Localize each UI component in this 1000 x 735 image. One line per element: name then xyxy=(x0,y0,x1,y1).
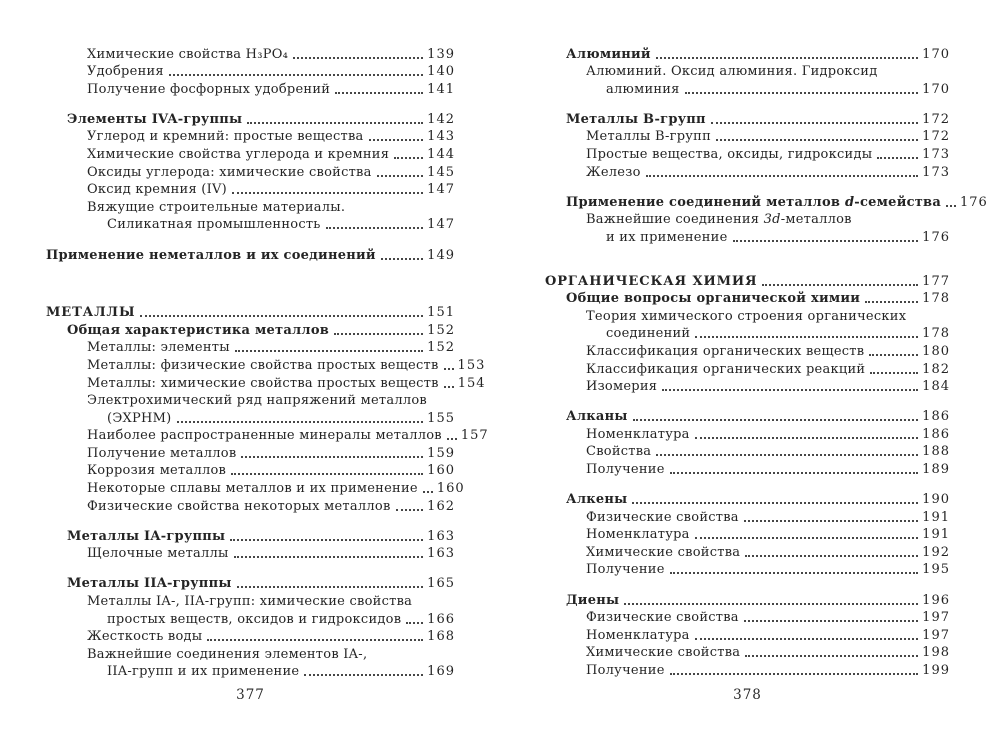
dot-leader xyxy=(662,389,918,391)
toc-entry-title: Применение неметаллов и их соединений xyxy=(46,247,376,263)
toc-entry-page-number: 199 xyxy=(922,662,950,678)
toc-entry-page-number: 184 xyxy=(922,379,950,395)
toc-entry-title: Электрохимический ряд напряжений металлов xyxy=(87,393,427,409)
toc-entry-page-number: 188 xyxy=(922,444,950,460)
toc-entry-title: Классификация органических веществ xyxy=(586,343,865,359)
toc-entry-title: Получение xyxy=(586,461,665,477)
dot-leader xyxy=(670,673,919,675)
toc-entry-title: и их применение xyxy=(606,229,728,245)
toc-entry-page-number: 147 xyxy=(427,182,455,198)
dot-leader xyxy=(633,419,919,421)
toc-entry xyxy=(46,496,455,514)
toc-entry xyxy=(545,144,950,162)
toc-entry xyxy=(46,144,455,162)
toc-entry-title: Алюминий xyxy=(566,46,651,62)
toc-entry-page-number: 197 xyxy=(922,627,950,643)
toc-entry-title: Химические свойства углерода и кремния xyxy=(87,147,390,163)
toc-entry-page-number: 172 xyxy=(922,129,950,145)
toc-entry-page-number: 186 xyxy=(922,409,950,425)
dot-leader xyxy=(745,555,918,557)
toc-entry-title: Металлы B-групп xyxy=(566,111,706,127)
toc-entry-page-number: 177 xyxy=(922,273,950,289)
toc-entry xyxy=(545,424,950,442)
toc-entry-page-number: 163 xyxy=(427,546,455,562)
dot-leader xyxy=(711,122,918,124)
toc-entry-title: Металлы IA-группы xyxy=(67,528,226,544)
toc-entry-title: Алюминий. Оксид алюминия. Гидроксид xyxy=(586,64,878,80)
toc-entry-title: Металлы: элементы xyxy=(87,340,230,356)
toc-entry-title: алюминия xyxy=(606,81,680,97)
toc-entry-page-number: 168 xyxy=(427,629,455,645)
toc-gap xyxy=(46,263,455,303)
toc-entry-title: МЕТАЛЛЫ xyxy=(46,305,136,321)
toc-entry-page-number: 160 xyxy=(427,463,455,479)
toc-entry-page-number: 170 xyxy=(922,46,950,62)
toc-entry xyxy=(46,62,455,80)
toc-entry-page-number: 143 xyxy=(427,129,455,145)
toc-entry-page-number: 196 xyxy=(922,592,950,608)
toc-entry-page-number: 152 xyxy=(427,340,455,356)
dot-leader xyxy=(241,456,423,458)
italic-term: 3d xyxy=(763,212,781,228)
dot-leader xyxy=(733,240,919,242)
toc-entry-title: Номенклатура xyxy=(586,527,690,543)
dot-leader xyxy=(232,192,423,194)
italic-term: d xyxy=(844,194,855,210)
toc-entry-page-number: 178 xyxy=(922,326,950,342)
toc-entry-page-number: 149 xyxy=(427,247,455,263)
toc-entry-title: (ЭХРНМ) xyxy=(107,410,172,426)
dot-leader xyxy=(670,572,919,574)
toc-entry xyxy=(545,507,950,525)
toc-entry-title: Силикатная промышленность xyxy=(107,217,321,233)
toc-entry-title: Жесткость воды xyxy=(87,629,203,645)
toc-gap xyxy=(545,180,950,193)
toc-gap xyxy=(545,245,950,271)
dot-leader xyxy=(685,92,919,94)
dot-leader xyxy=(247,122,423,124)
toc-entry-title: Щелочные металлы xyxy=(87,546,229,562)
dot-leader xyxy=(695,638,918,640)
dot-leader xyxy=(334,333,423,335)
dot-leader xyxy=(406,622,423,624)
dot-leader xyxy=(670,472,919,474)
toc-section-entry xyxy=(545,192,988,210)
toc-entry xyxy=(46,338,455,356)
dot-leader xyxy=(632,502,918,504)
dot-leader xyxy=(169,74,423,76)
toc-section-entry xyxy=(545,407,950,425)
toc-entry-title: Коррозия металлов xyxy=(87,463,227,479)
toc-entry-page-number: 144 xyxy=(427,147,455,163)
toc-entry xyxy=(46,591,455,609)
dot-leader xyxy=(646,175,919,177)
toc-entry xyxy=(545,459,950,477)
dot-leader xyxy=(656,454,918,456)
dot-leader xyxy=(231,473,423,475)
toc-entry-page-number: 155 xyxy=(427,410,455,426)
dot-leader xyxy=(423,491,433,493)
dot-leader xyxy=(745,655,918,657)
toc-entry xyxy=(46,127,455,145)
dot-leader xyxy=(624,603,918,605)
dot-leader xyxy=(140,315,423,317)
toc-entry xyxy=(46,426,489,444)
page-number-right: 378 xyxy=(733,687,762,703)
toc-entry-title: Удобрения xyxy=(87,64,164,80)
dot-leader xyxy=(237,586,424,588)
toc-entry xyxy=(46,79,455,97)
dot-leader xyxy=(369,139,424,141)
toc-entry xyxy=(46,644,455,662)
toc-entry-title: Физические свойства некоторых металлов xyxy=(87,498,391,514)
toc-entry-title: Металлы: химические свойства простых веществ xyxy=(87,375,439,391)
toc-entry-title: Получение xyxy=(586,562,665,578)
dot-leader xyxy=(235,350,423,352)
toc-page-left xyxy=(46,44,489,735)
toc-entry-title: Оксиды углерода: химические свойства xyxy=(87,164,372,180)
dot-leader xyxy=(396,509,424,511)
dot-leader xyxy=(656,57,918,59)
toc-entry-title: Физические свойства xyxy=(586,610,739,626)
toc-entry xyxy=(46,215,455,233)
toc-entry xyxy=(545,542,950,560)
toc-entry-title: Общие вопросы органической химии xyxy=(566,291,861,307)
page-gutter xyxy=(455,44,545,735)
dot-leader xyxy=(444,368,454,370)
toc-entry-page-number: 197 xyxy=(922,610,950,626)
toc-entry-page-number: 141 xyxy=(427,81,455,97)
toc-entry-title: Изомерия xyxy=(586,379,658,395)
toc-entry xyxy=(545,341,950,359)
dot-leader xyxy=(177,421,424,423)
toc-entry-title: Некоторые сплавы металлов и их применение xyxy=(87,481,418,497)
toc-entry-page-number: 190 xyxy=(922,492,950,508)
dot-leader xyxy=(444,386,454,388)
toc-entry-page-number: 172 xyxy=(922,111,950,127)
toc-entry-title: Железо xyxy=(586,164,641,180)
toc-entry-title: Простые вещества, оксиды, гидроксиды xyxy=(586,147,873,163)
toc-entry-title: Получение фосфорных удобрений xyxy=(87,81,331,97)
toc-entry-page-number: 153 xyxy=(457,357,486,373)
toc-entry-title: Свойства xyxy=(586,444,652,460)
toc-gap xyxy=(46,561,455,574)
toc-entry xyxy=(545,608,950,626)
toc-entry-page-number: 140 xyxy=(427,64,455,80)
toc-entry-page-number: 192 xyxy=(922,544,950,560)
text-fragment: -металлов xyxy=(780,212,852,228)
dot-leader xyxy=(335,92,423,94)
toc-entry-page-number: 169 xyxy=(427,664,455,680)
dot-leader xyxy=(207,639,423,641)
toc-entry-page-number: 152 xyxy=(427,322,455,338)
dot-leader xyxy=(744,520,918,522)
toc-entry-page-number: 173 xyxy=(922,164,950,180)
toc-entry-title: Номенклатура xyxy=(586,627,690,643)
toc-entry-title: Металлы B-групп xyxy=(586,129,711,145)
dot-leader xyxy=(744,620,918,622)
toc-entry-title: Металлы IA-, IIA-групп: химические свойства xyxy=(87,594,413,610)
toc-entry xyxy=(545,560,950,578)
toc-entry xyxy=(545,525,950,543)
toc-section-entry xyxy=(545,590,950,608)
toc-entry xyxy=(46,544,455,562)
dot-leader xyxy=(304,674,423,676)
toc-gap xyxy=(545,577,950,590)
toc-entry-title: Алкены xyxy=(566,492,628,508)
toc-entry-title: Номенклатура xyxy=(586,426,690,442)
toc-entry-title: Общая характеристика металлов xyxy=(67,322,330,338)
toc-entry-page-number: 160 xyxy=(436,481,465,497)
toc-entry xyxy=(545,79,950,97)
dot-leader xyxy=(695,537,918,539)
toc-entry xyxy=(545,643,950,661)
toc-entry-title: Наиболее распространенные минералы металлов xyxy=(87,428,442,444)
toc-section-entry xyxy=(46,320,455,338)
toc-entry-page-number: 195 xyxy=(922,562,950,578)
toc-section-entry xyxy=(46,526,455,544)
toc-section-entry xyxy=(46,574,455,592)
toc-entry xyxy=(46,627,455,645)
toc-entry-page-number: 189 xyxy=(922,461,950,477)
toc-entry-title: соединений xyxy=(606,326,691,342)
toc-gap xyxy=(545,97,950,110)
toc-entry xyxy=(545,62,950,80)
toc-entry-page-number: 178 xyxy=(922,291,950,307)
text-fragment: Применение соединений металлов xyxy=(566,194,845,210)
toc-entry-page-number: 173 xyxy=(922,147,950,163)
toc-entry-page-number: 198 xyxy=(922,645,950,661)
toc-entry-title: Важнейшие соединения элементов IA-, xyxy=(87,646,368,662)
toc-entry-page-number: 151 xyxy=(427,305,455,321)
toc-entry-page-number: 176 xyxy=(922,229,950,245)
toc-gap xyxy=(46,514,455,527)
dot-leader xyxy=(870,372,918,374)
toc-entry-title: Химические свойства xyxy=(586,544,741,560)
toc-section-entry xyxy=(545,489,950,507)
dot-leader xyxy=(877,157,918,159)
toc-entry xyxy=(46,162,455,180)
toc-chapter-entry xyxy=(545,271,950,289)
toc-entry-title: простых веществ, оксидов и гидроксидов xyxy=(107,611,402,627)
toc-entry-page-number: 180 xyxy=(922,343,950,359)
toc-entry xyxy=(545,660,950,678)
toc-entry xyxy=(545,162,950,180)
toc-entry-title: ОРГАНИЧЕСКАЯ ХИМИЯ xyxy=(545,273,758,289)
toc-gap xyxy=(46,232,455,245)
toc-entry-title: Получение xyxy=(586,662,665,678)
toc-entry xyxy=(46,461,455,479)
toc-entry xyxy=(545,227,950,245)
toc-entry-title: Углерод и кремний: простые вещества xyxy=(87,129,364,145)
toc-entry xyxy=(46,391,455,409)
toc-page-right xyxy=(545,44,988,735)
toc-entry-page-number: 163 xyxy=(427,528,455,544)
toc-entry-page-number: 157 xyxy=(460,428,489,444)
toc-entry xyxy=(545,442,950,460)
page-number-left: 377 xyxy=(236,687,265,703)
toc-entry-title: Теория химического строения органических xyxy=(586,308,907,324)
toc-entry xyxy=(46,609,455,627)
toc-entry xyxy=(46,180,455,198)
toc-entry xyxy=(545,127,950,145)
text-fragment: -семейства xyxy=(854,194,942,210)
toc-section-entry xyxy=(46,109,455,127)
dot-leader xyxy=(326,227,424,229)
toc-gap xyxy=(545,477,950,490)
toc-entry-title xyxy=(586,212,852,227)
dot-leader xyxy=(946,205,956,207)
toc-entry xyxy=(46,44,455,62)
toc-entry xyxy=(545,324,950,342)
dot-leader xyxy=(869,354,918,356)
toc-entry xyxy=(46,478,465,497)
toc-entry xyxy=(46,197,455,215)
toc-entry-page-number: 186 xyxy=(922,426,950,442)
toc-entry xyxy=(545,359,950,377)
text-fragment: Важнейшие соединения xyxy=(586,212,764,228)
dot-leader xyxy=(865,301,918,303)
toc-entry xyxy=(545,210,950,228)
toc-entry-title: Физические свойства xyxy=(586,509,739,525)
toc-entry-title: Алканы xyxy=(566,409,628,425)
toc-entry-page-number: 147 xyxy=(427,217,455,233)
dot-leader xyxy=(377,175,424,177)
toc-entry xyxy=(46,355,486,373)
toc-section-entry xyxy=(46,245,455,263)
toc-entry-title: Вяжущие строительные материалы. xyxy=(87,199,346,215)
toc-entry-title: Получение металлов xyxy=(87,445,237,461)
toc-entry-title xyxy=(566,195,941,210)
toc-entry xyxy=(46,408,455,426)
dot-leader xyxy=(762,284,918,286)
toc-entry-page-number: 159 xyxy=(427,445,455,461)
toc-entry-title: Диены xyxy=(566,592,620,608)
toc-entry xyxy=(545,306,950,324)
toc-entry-title: Классификация органических реакций xyxy=(586,361,866,377)
toc-entry-title: Химические свойства H₃PO₄ xyxy=(87,46,289,62)
toc-entry-page-number: 165 xyxy=(427,576,455,592)
toc-entry xyxy=(545,377,950,395)
toc-entry-page-number: 139 xyxy=(427,46,455,62)
toc-section-entry xyxy=(545,109,950,127)
toc-entry-title: Химические свойства xyxy=(586,645,741,661)
toc-entry xyxy=(46,373,486,391)
toc-entry-page-number: 182 xyxy=(922,361,950,377)
toc-entry-title: Металлы IIA-группы xyxy=(67,576,232,592)
dot-leader xyxy=(394,157,423,159)
toc-entry-title: IIA-групп и их применение xyxy=(107,664,300,680)
dot-leader xyxy=(230,539,423,541)
dot-leader xyxy=(293,57,423,59)
toc-entry-page-number: 191 xyxy=(922,509,950,525)
toc-entry xyxy=(46,443,455,461)
dot-leader xyxy=(695,336,918,338)
toc-entry-title: Элементы IVA-группы xyxy=(67,111,243,127)
toc-entry-page-number: 166 xyxy=(427,611,455,627)
dot-leader xyxy=(695,437,918,439)
toc-entry-page-number: 162 xyxy=(427,498,455,514)
toc-entry-page-number: 142 xyxy=(427,111,455,127)
toc-entry-title: Оксид кремния (IV) xyxy=(87,182,227,198)
toc-entry-page-number: 170 xyxy=(922,81,950,97)
dot-leader xyxy=(234,556,424,558)
toc-entry-page-number: 191 xyxy=(922,527,950,543)
dot-leader xyxy=(381,258,423,260)
toc-entry-page-number: 176 xyxy=(960,194,988,210)
toc-section-entry xyxy=(545,289,950,307)
toc-gap xyxy=(545,394,950,407)
dot-leader xyxy=(716,139,918,141)
toc-chapter-entry xyxy=(46,303,455,321)
toc-entry xyxy=(545,625,950,643)
toc-entry-page-number: 154 xyxy=(457,375,486,391)
toc-entry xyxy=(46,662,455,680)
toc-gap xyxy=(46,97,455,110)
toc-section-entry xyxy=(545,44,950,62)
toc-entry-title: Металлы: физические свойства простых веществ xyxy=(87,357,439,373)
toc-entry-page-number: 145 xyxy=(427,164,455,180)
